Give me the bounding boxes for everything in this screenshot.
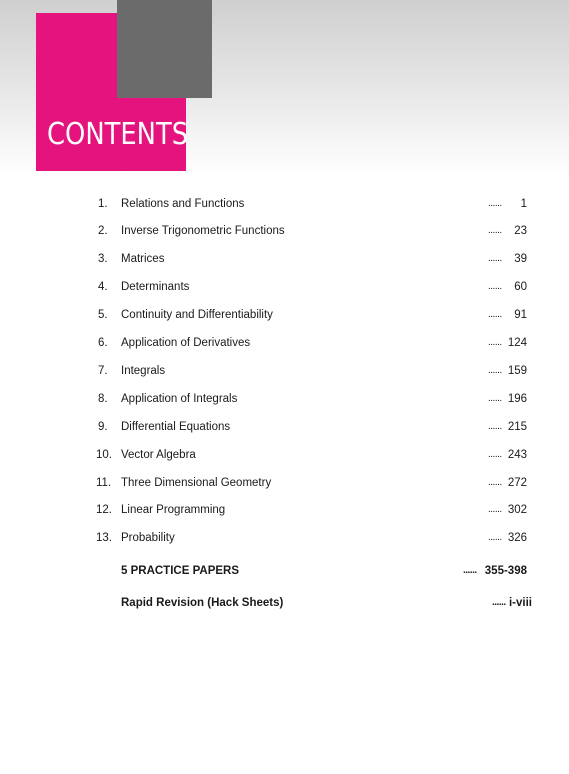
page-range: i-viii xyxy=(508,597,532,609)
toc-entry[interactable] xyxy=(0,391,569,407)
toc-entry[interactable] xyxy=(0,335,569,351)
chapter-title: Integrals xyxy=(121,365,166,377)
page-number: 243 xyxy=(507,449,527,461)
chapter-number: 8. xyxy=(98,393,108,405)
chapter-title: Inverse Trigonometric Functions xyxy=(121,225,285,237)
toc-entry[interactable] xyxy=(0,251,569,267)
chapter-number: 11. xyxy=(96,477,112,489)
toc-entry[interactable] xyxy=(0,475,569,491)
chapter-title: Continuity and Differentiability xyxy=(121,309,273,321)
toc-entry[interactable] xyxy=(0,196,569,212)
chapter-title: Determinants xyxy=(121,281,190,293)
page-number: 91 xyxy=(514,309,527,321)
toc-entry[interactable] xyxy=(0,419,569,435)
chapter-title: Three Dimensional Geometry xyxy=(121,477,272,489)
leader-dots: ...... xyxy=(488,198,502,209)
toc-entry[interactable] xyxy=(0,502,569,518)
chapter-title: Relations and Functions xyxy=(121,198,245,210)
leader-dots: ...... xyxy=(488,309,502,320)
chapter-number: 7. xyxy=(98,365,108,377)
page-number: 39 xyxy=(514,253,527,265)
toc-entry[interactable] xyxy=(0,223,569,239)
page-number: 272 xyxy=(507,477,527,489)
leader-dots: ...... xyxy=(488,253,502,264)
leader-dots: ...... xyxy=(488,449,502,460)
leader-dots: ...... xyxy=(488,532,502,543)
chapter-number: 6. xyxy=(98,337,108,349)
page-number: 124 xyxy=(507,337,527,349)
toc-entry[interactable] xyxy=(0,363,569,379)
page-number: 23 xyxy=(514,225,527,237)
leader-dots: ...... xyxy=(463,565,477,576)
leader-dots: ...... xyxy=(488,421,502,432)
leader-dots: ...... xyxy=(488,477,502,488)
toc-entry-practice-papers[interactable] xyxy=(0,563,569,579)
page-number: 60 xyxy=(514,281,527,293)
chapter-number: 5. xyxy=(98,309,108,321)
toc-entry[interactable] xyxy=(0,279,569,295)
page-title: CONTENTS xyxy=(47,117,189,152)
page-number: 196 xyxy=(507,393,527,405)
chapter-number: 3. xyxy=(98,253,108,265)
chapter-title: Application of Integrals xyxy=(121,393,238,405)
leader-dots: ...... xyxy=(488,225,502,236)
leader-dots: ...... xyxy=(492,597,506,608)
leader-dots: ...... xyxy=(488,504,502,515)
section-title: 5 PRACTICE PAPERS xyxy=(121,565,240,577)
page-number: 215 xyxy=(507,421,527,433)
leader-dots: ...... xyxy=(488,365,502,376)
chapter-number: 9. xyxy=(98,421,108,433)
chapter-number: 1. xyxy=(98,198,108,210)
chapter-number: 10. xyxy=(96,449,112,461)
toc-entry[interactable] xyxy=(0,530,569,546)
section-title: Rapid Revision (Hack Sheets) xyxy=(121,597,284,609)
page-number: 302 xyxy=(507,504,527,516)
toc-entry[interactable] xyxy=(0,447,569,463)
page-number: 326 xyxy=(507,532,527,544)
chapter-number: 2. xyxy=(98,225,108,237)
page-number: 1 xyxy=(520,198,527,210)
page-range: 355-398 xyxy=(484,565,527,577)
chapter-title: Differential Equations xyxy=(121,421,231,433)
decorative-overlap-block xyxy=(117,13,186,98)
chapter-title: Application of Derivatives xyxy=(121,337,251,349)
chapter-title: Probability xyxy=(121,532,175,544)
chapter-title: Vector Algebra xyxy=(121,449,196,461)
chapter-number: 12. xyxy=(96,504,112,516)
chapter-number: 4. xyxy=(98,281,108,293)
chapter-number: 13. xyxy=(96,532,112,544)
leader-dots: ...... xyxy=(488,393,502,404)
chapter-title: Linear Programming xyxy=(121,504,226,516)
leader-dots: ...... xyxy=(488,337,502,348)
toc-entry-rapid-revision[interactable] xyxy=(0,595,569,611)
chapter-title: Matrices xyxy=(121,253,165,265)
toc-entry[interactable] xyxy=(0,307,569,323)
leader-dots: ...... xyxy=(488,281,502,292)
page-number: 159 xyxy=(507,365,527,377)
